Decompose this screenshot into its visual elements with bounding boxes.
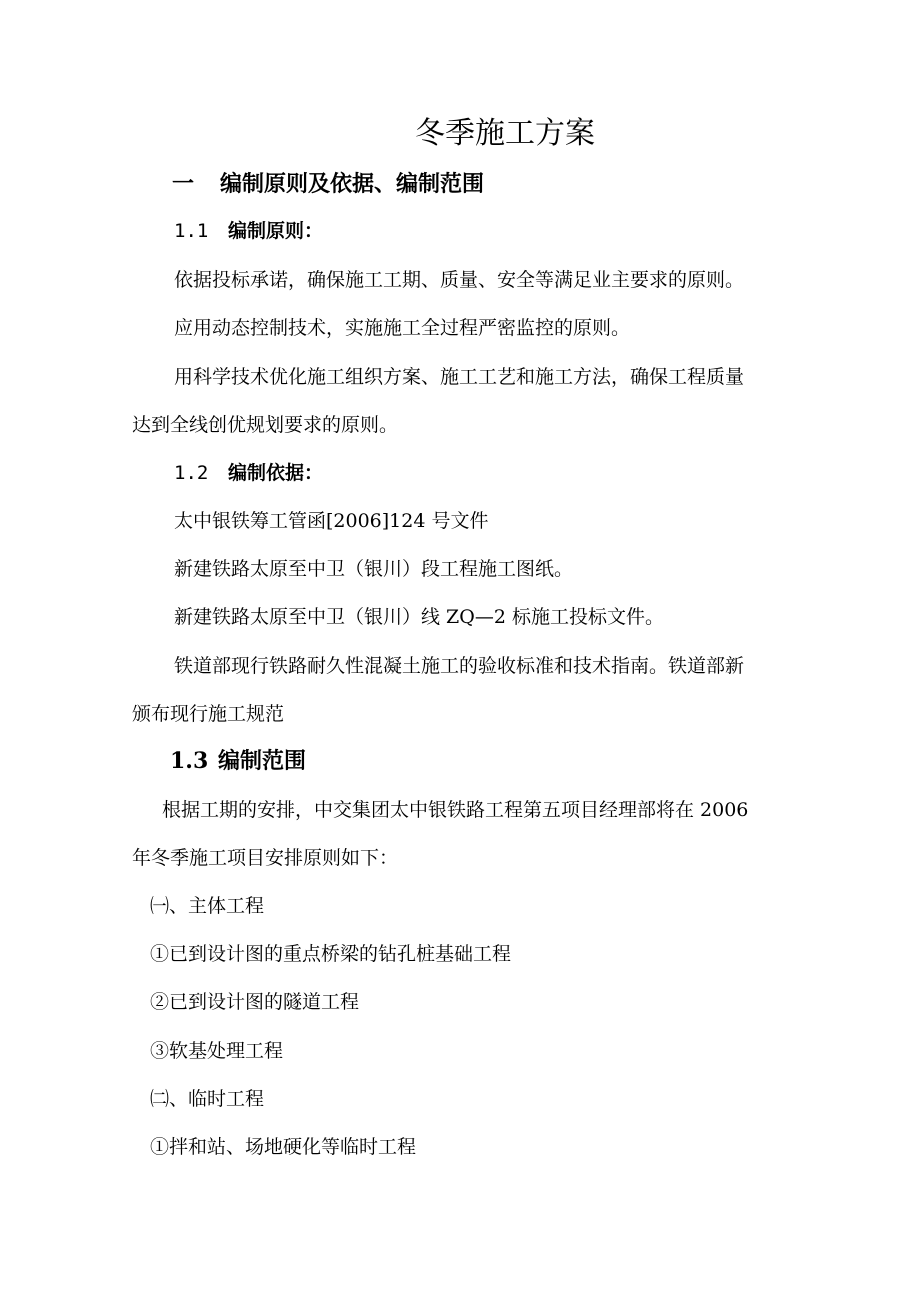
section-1-heading: 编制原则及依据、编制范围 — [220, 171, 485, 197]
paragraph: 太中银铁筹工管函[2006]124 号文件 — [174, 510, 489, 532]
paragraph: 新建铁路太原至中卫（银川）线 ZQ—2 标施工投标文件。 — [174, 606, 664, 628]
list-item: ②已到设计图的隧道工程 — [150, 991, 360, 1013]
section-1-3-heading: 编制范围 — [218, 748, 307, 774]
section-1-1-heading: 编制原则： — [228, 220, 324, 242]
document-title: 冬季施工方案 — [415, 116, 595, 151]
paragraph: 颁布现行施工规范 — [132, 703, 285, 725]
section-1-3-number: 1.3 — [170, 748, 209, 774]
section-1-2-number: 1.2 — [174, 462, 209, 484]
paragraph: 根据工期的安排，中交集团太中银铁路工程第五项目经理部将在 2006 — [162, 799, 749, 821]
list-item: ③软基处理工程 — [150, 1040, 284, 1062]
paragraph: 新建铁路太原至中卫（银川）段工程施工图纸。 — [174, 558, 574, 580]
section-1-2-heading: 编制依据： — [228, 462, 324, 484]
paragraph: 年冬季施工项目安排原则如下： — [132, 847, 399, 869]
list-item: ㈠、主体工程 — [150, 895, 265, 917]
list-item: ①已到设计图的重点桥梁的钻孔桩基础工程 — [150, 943, 512, 965]
section-1-number: 一 — [172, 171, 195, 197]
section-1-1-number: 1.1 — [174, 220, 209, 242]
list-item: ㈡、临时工程 — [150, 1088, 265, 1110]
paragraph: 铁道部现行铁路耐久性混凝土施工的验收标准和技术指南。铁道部新 — [174, 655, 745, 677]
paragraph: 依据投标承诺，确保施工工期、质量、安全等满足业主要求的原则。 — [174, 269, 745, 291]
paragraph: 应用动态控制技术，实施施工全过程严密监控的原则。 — [174, 317, 631, 339]
paragraph: 达到全线创优规划要求的原则。 — [132, 414, 399, 436]
list-item: ①拌和站、场地硬化等临时工程 — [150, 1136, 417, 1158]
paragraph: 用科学技术优化施工组织方案、施工工艺和施工方法，确保工程质量 — [174, 366, 745, 388]
